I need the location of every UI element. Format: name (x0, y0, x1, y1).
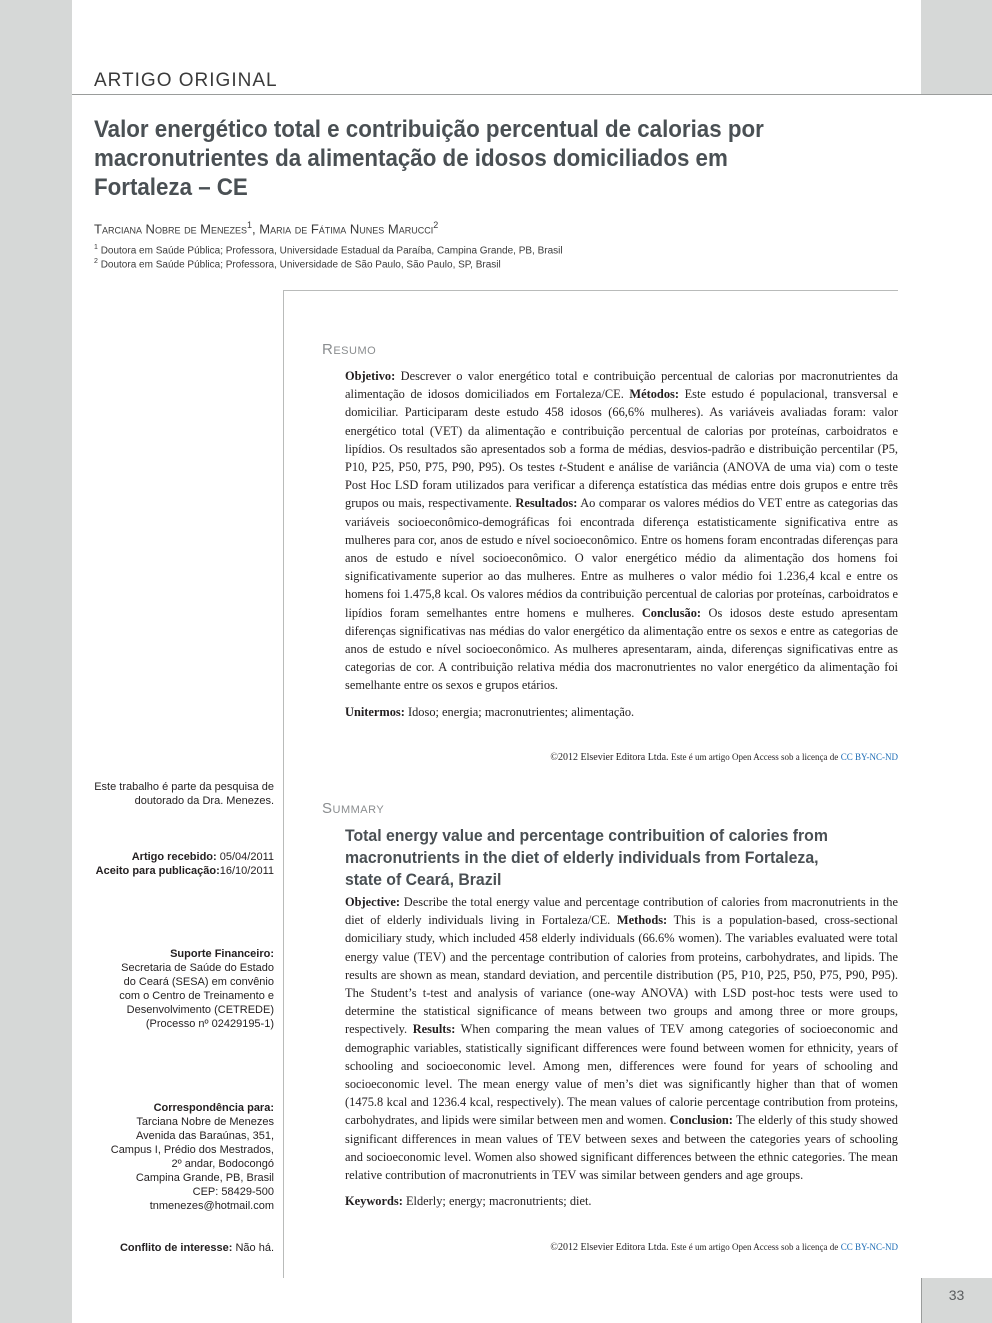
header-rule (72, 94, 992, 95)
summary-body (345, 893, 898, 1210)
correspondence-line: 2º andar, Bodocongó (171, 1158, 274, 1170)
column-divider (283, 290, 284, 1278)
correspondence-label: Correspondência para: (153, 1102, 274, 1114)
right-header-block (921, 0, 992, 95)
affiliation (94, 258, 501, 270)
affiliation-text: Doutora em Saúde Pública; Professora, Universidade Estadual da Paraíba, Campina Grande, PB, Brasil (100, 245, 563, 257)
article-title: Valor energético total e contribuição percentual de calorias por macronutrientes da alimentação de idosos domiciliados em Fortaleza – CE (94, 116, 764, 201)
metodos-text-cont: -Student e análise de variância (ANOVA de uma via) com o teste Post Hoc LSD foram utilizados para verificar a diferença estatística das médias entre dois grupos e entre três grupos ou mais, respectivamente. (345, 460, 898, 511)
funding-text: Secretaria de Saúde do Estado do Ceará (SESA) em convênio com o Centro de Treinamento e Desenvolvimento (CETREDE) (Processo nº 02429195-1) (119, 962, 274, 1030)
accepted-date: 16/10/2011 (219, 865, 274, 877)
copyright-main: ©2012 Elsevier Editora Ltda. (550, 752, 669, 763)
objetivo-label: Objetivo: (345, 369, 396, 383)
affiliation (94, 244, 563, 256)
objetivo-text: Descrever o valor energético total e contribuição percentual de calorias por macronutrientes da alimentação de idosos domiciliados em Fortaleza/CE. (345, 369, 898, 402)
conclusao-label: Conclusão: (641, 605, 702, 620)
metodos-label: Métodos: (629, 387, 679, 402)
resumo-heading: Resumo (322, 341, 377, 358)
affiliation-text: Doutora em Saúde Pública; Professora, Universidade de São Paulo, São Paulo, SP, Brasil (100, 259, 501, 271)
uniterms-line (345, 703, 898, 721)
uniterms-label: Unitermos: (345, 704, 405, 719)
keywords-line (345, 1192, 898, 1210)
sidebar-correspondence (94, 1101, 274, 1213)
correspondence-line: Tarciana Nobre de Menezes (136, 1116, 274, 1128)
conclusion-text: The elderly of this study showed significant differences in mean values of TEV between sexes and between the categories years of schooling and socioeconomic level. Women also showed significant differences between the ethnic categories. The mean relative contribution of macronutrients in TEV was similar between genders and age groups. (345, 1113, 898, 1183)
summary-title: Total energy value and percentage contribuition of calories from macronutrients in the diet of elderly individuals from Fortaleza, state of Ceará, Brazil (345, 826, 828, 889)
sidebar-note: Este trabalho é parte da pesquisa de doutorado da Dra. Menezes. (94, 781, 274, 807)
author-separator: , (252, 221, 260, 237)
uniterms-text: Idoso; energia; macronutrientes; alimentação. (407, 704, 635, 719)
correspondence-line: Avenida das Baraúnas, 351, (135, 1130, 274, 1142)
sidebar-dates (94, 850, 274, 878)
sidebar-conflict (94, 1241, 274, 1255)
resultados-label: Resultados: (515, 496, 578, 511)
accepted-line (94, 864, 274, 878)
affiliation-number: 1 (94, 244, 98, 251)
received-date: 05/04/2011 (219, 851, 274, 863)
received-label: Artigo recebido: (131, 851, 217, 863)
copyright-main: ©2012 Elsevier Editora Ltda. (550, 1242, 669, 1253)
conflict-value: Não há. (235, 1242, 274, 1254)
summary-paragraph (345, 893, 898, 1184)
license-link[interactable]: CC BY-NC-ND (840, 1242, 898, 1252)
left-margin-strip (0, 95, 72, 1323)
author-line (94, 220, 438, 236)
correspondence-line: CEP: 58429-500 (192, 1186, 274, 1198)
author-name: Tarciana Nobre de Menezes (94, 221, 248, 237)
objective-text: Describe the total energy value and percentage contribution of calories from macronutrients in the diet of elderly individuals living in Fortaleza/CE. (345, 895, 899, 928)
metodos-text: Este estudo é populacional, transversal e domiciliar. Participaram deste estudo 458 idosos (66,6% mulheres). As variáveis avaliadas foram: valor energético total (VET) da alimentação e contribuição percentual de calorias por proteínas, carboidratos e lipídios. Os resultados são apresentados sob a forma de médias, desvios-padrão e distribuição percentilar (P5, P10, P25, P50, P75, P90, P95). Os testes (345, 387, 898, 475)
copyright-license-text: Este é um artigo Open Access sob a licença de (671, 752, 839, 762)
left-margin-band (0, 0, 72, 95)
conflict-label: Conflito de interesse: (119, 1242, 233, 1254)
content-top-rule (284, 290, 898, 291)
author-affil-ref: 2 (433, 220, 439, 230)
copyright-line (345, 1242, 898, 1253)
t-italic: t (559, 460, 563, 475)
accepted-label: Aceito para publicação: (95, 865, 220, 877)
methods-text: This is a population-based, cross-sectional domiciliary study, which included 458 elderly individuals (66.6% women). The variables evaluated were total energy value (TEV) and the percentage contribution of calories from proteins, carbohydrates, and lipids. The results are shown as mean, standard deviation, and percentile distribution (P5, P10, P25, P50, P75, P90, P95). The Student’s t-test and analysis of variance (one-way ANOVA) with LSD post-hoc tests were used to determine the statistical significance of means between two groups and among three or more groups, respectively. (345, 913, 899, 1037)
keywords-label: Keywords: (345, 1194, 403, 1209)
copyright-line (345, 752, 898, 763)
received-line (94, 850, 274, 864)
correspondence-line: Campus I, Prédio dos Mestrados, (110, 1144, 274, 1156)
copyright-license-text: Este é um artigo Open Access sob a licença de (671, 1242, 839, 1252)
summary-heading: Summary (322, 800, 385, 817)
conclusao-text: Os idosos deste estudo apresentam diferenças significativas nas médias do valor energético da alimentação entre os sexos e entre as categorias de anos de estudo e nível socioeconômico. As mulheres apresentaram, ainda, diferenças significativas entre as categorias de cor. A contribuição relativa média dos macronutrientes no valor energético da alimentação foi semelhante entre os sexos e grupos etários. (345, 605, 898, 693)
keywords-text: Elderly; energy; macronutrients; diet. (405, 1194, 592, 1209)
methods-label: Methods: (616, 913, 668, 928)
funding-label: Suporte Financeiro: (170, 948, 274, 960)
objective-label: Objective: (345, 895, 401, 909)
results-label: Results: (412, 1022, 456, 1037)
results-text: When comparing the mean values of TEV among categories of socioeconomic and demographic variables, statistically significant differences were found between women for ethnicity, years of schooling and socioeconomic level. Among men, differences were found for years of schooling and socioeconomic level. The mean energy value of men’s diet was significantly higher than that of women (1475.8 kcal and 1236.4 kcal, respectively). The mean values of calorie percentage contribution from proteins, carbohydrates, and lipids were similar between men and women. (345, 1022, 898, 1128)
sidebar-funding (94, 947, 274, 1031)
section-label: ARTIGO ORIGINAL (94, 70, 278, 91)
resumo-paragraph (345, 367, 898, 695)
author-affil-ref: 1 (247, 220, 253, 230)
page-number: 33 (948, 1287, 965, 1303)
conclusion-label: Conclusion: (669, 1113, 733, 1128)
correspondence-line: Campina Grande, PB, Brasil (135, 1172, 274, 1184)
resultados-text: Ao comparar os valores médios do VET entre as categorias das variáveis socioeconômico-demográficas foi encontrada diferença estatisticamente significativa entre as mulheres para cor, anos de estudo e nível socioeconômico. Entre os homens foram encontradas diferenças para anos de estudo e nível socioeconômico. O valor energético médio da alimentação dos homens foi significativamente superior ao das mulheres. Entre as mulheres o valor médio foi 1.236,4 kcal e entre os homens foi 1.475,8 kcal. Os valores médios da contribuição percentual de calorias por proteínas, carboidratos e lipídios foram semelhantes entre homens e mulheres. (345, 496, 898, 620)
author-name: Maria de Fátima Nunes Marucci (259, 221, 434, 237)
correspondence-email[interactable]: tnmenezes@hotmail.com (149, 1200, 274, 1212)
resumo-body (345, 367, 898, 721)
affiliation-number: 2 (94, 258, 98, 265)
license-link[interactable]: CC BY-NC-ND (840, 752, 898, 762)
